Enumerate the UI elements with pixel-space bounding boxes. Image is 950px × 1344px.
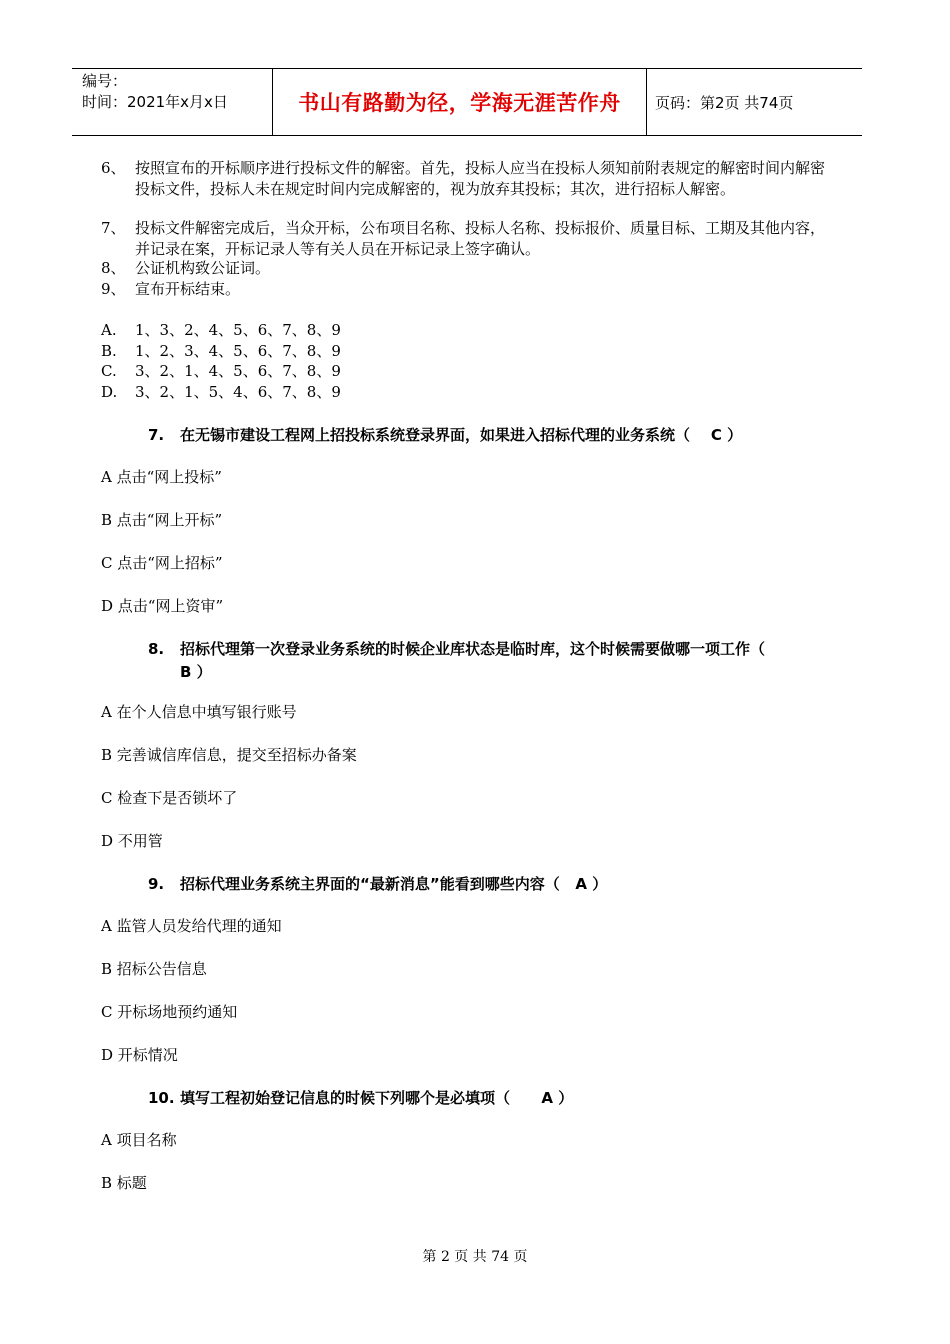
question-answer: A ） [541, 1089, 574, 1107]
answer-option: B 标题 [101, 1174, 147, 1192]
answer-option: C 检查下是否锁坏了 [101, 789, 238, 807]
header-motto: 书山有路勤为径，学海无涯苦作舟 [273, 69, 647, 135]
sequence-option [101, 361, 341, 382]
option-letter: C. [101, 362, 117, 380]
step-item [101, 158, 832, 200]
answer-option: B 招标公告信息 [101, 960, 207, 978]
answer-option: A 在个人信息中填写银行账号 [101, 703, 297, 721]
option-text: 1、2、3、4、5、6、7、8、9 [135, 342, 341, 360]
question-number: 9. [148, 875, 165, 893]
answer-option: D 点击“网上资审” [101, 597, 224, 615]
step-number: 6、 [101, 159, 126, 177]
step-text: 宣布开标结束。 [135, 280, 241, 298]
serial-label: 编号： [82, 72, 128, 90]
step-item [101, 258, 832, 279]
question-answer: B ） [180, 663, 212, 681]
step-number: 7、 [101, 219, 126, 237]
question-number: 8. [148, 640, 165, 658]
step-item [101, 218, 832, 260]
step-text: 公证机构致公证词。 [135, 259, 271, 277]
header-meta [72, 69, 273, 135]
sequence-option [101, 382, 341, 403]
answer-option: B 点击“网上开标” [101, 511, 223, 529]
sequence-option [101, 341, 341, 362]
question-text: 招标代理业务系统主界面的“最新消息”能看到哪些内容（ [180, 875, 560, 893]
question-text: 填写工程初始登记信息的时候下列哪个是必填项（ [180, 1089, 511, 1107]
question-9 [148, 873, 838, 896]
option-text: 1、3、2、4、5、6、7、8、9 [135, 321, 341, 339]
step-number: 8、 [101, 259, 126, 277]
answer-option: C 点击“网上招标” [101, 554, 223, 572]
question-7 [148, 424, 838, 447]
sequence-option [101, 320, 341, 341]
answer-option: C 开标场地预约通知 [101, 1003, 238, 1021]
answer-option: A 监管人员发给代理的通知 [101, 917, 282, 935]
step-number: 9、 [101, 280, 126, 298]
step-item [101, 279, 832, 300]
question-number: 7. [148, 426, 165, 444]
time-label: 时间：2021年x月x日 [82, 93, 228, 111]
answer-option: A 点击“网上投标” [101, 468, 222, 486]
answer-option: A 项目名称 [101, 1131, 177, 1149]
answer-option: B 完善诚信库信息，提交至招标办备案 [101, 746, 357, 764]
step-text: 投标文件解密完成后，当众开标，公布项目名称、投标人名称、投标报价、质量目标、工期及其他内容，并记录在案，开标记录人等有关人员在开标记录上签字确认。 [135, 219, 826, 258]
question-text: 招标代理第一次登录业务系统的时候企业库状态是临时库，这个时候需要做哪一项工作（ [180, 640, 766, 658]
answer-option: D 开标情况 [101, 1046, 178, 1064]
answer-option: D 不用管 [101, 832, 163, 850]
question-answer: C ） [710, 426, 743, 444]
page-footer: 第 2 页 共 74 页 [422, 1249, 528, 1265]
question-10 [148, 1087, 838, 1110]
step-text: 按照宣布的开标顺序进行投标文件的解密。首先，投标人应当在投标人须知前附表规定的解密时间内解密投标文件，投标人未在规定时间内完成解密的，视为放弃其投标；其次，进行招标人解密。 [135, 159, 826, 198]
header-page-label: 页码：第2页 共74页 [655, 93, 794, 112]
question-8 [148, 638, 838, 684]
question-answer: A ） [575, 875, 608, 893]
option-text: 3、2、1、5、4、6、7、8、9 [135, 383, 341, 401]
option-letter: A. [101, 321, 117, 339]
question-text: 在无锡市建设工程网上招投标系统登录界面，如果进入招标代理的业务系统（ [180, 426, 691, 444]
question-number: 10. [148, 1089, 175, 1107]
option-letter: D. [101, 383, 118, 401]
option-letter: B. [101, 342, 117, 360]
option-text: 3、2、1、4、5、6、7、8、9 [135, 362, 341, 380]
page-header [72, 68, 862, 136]
